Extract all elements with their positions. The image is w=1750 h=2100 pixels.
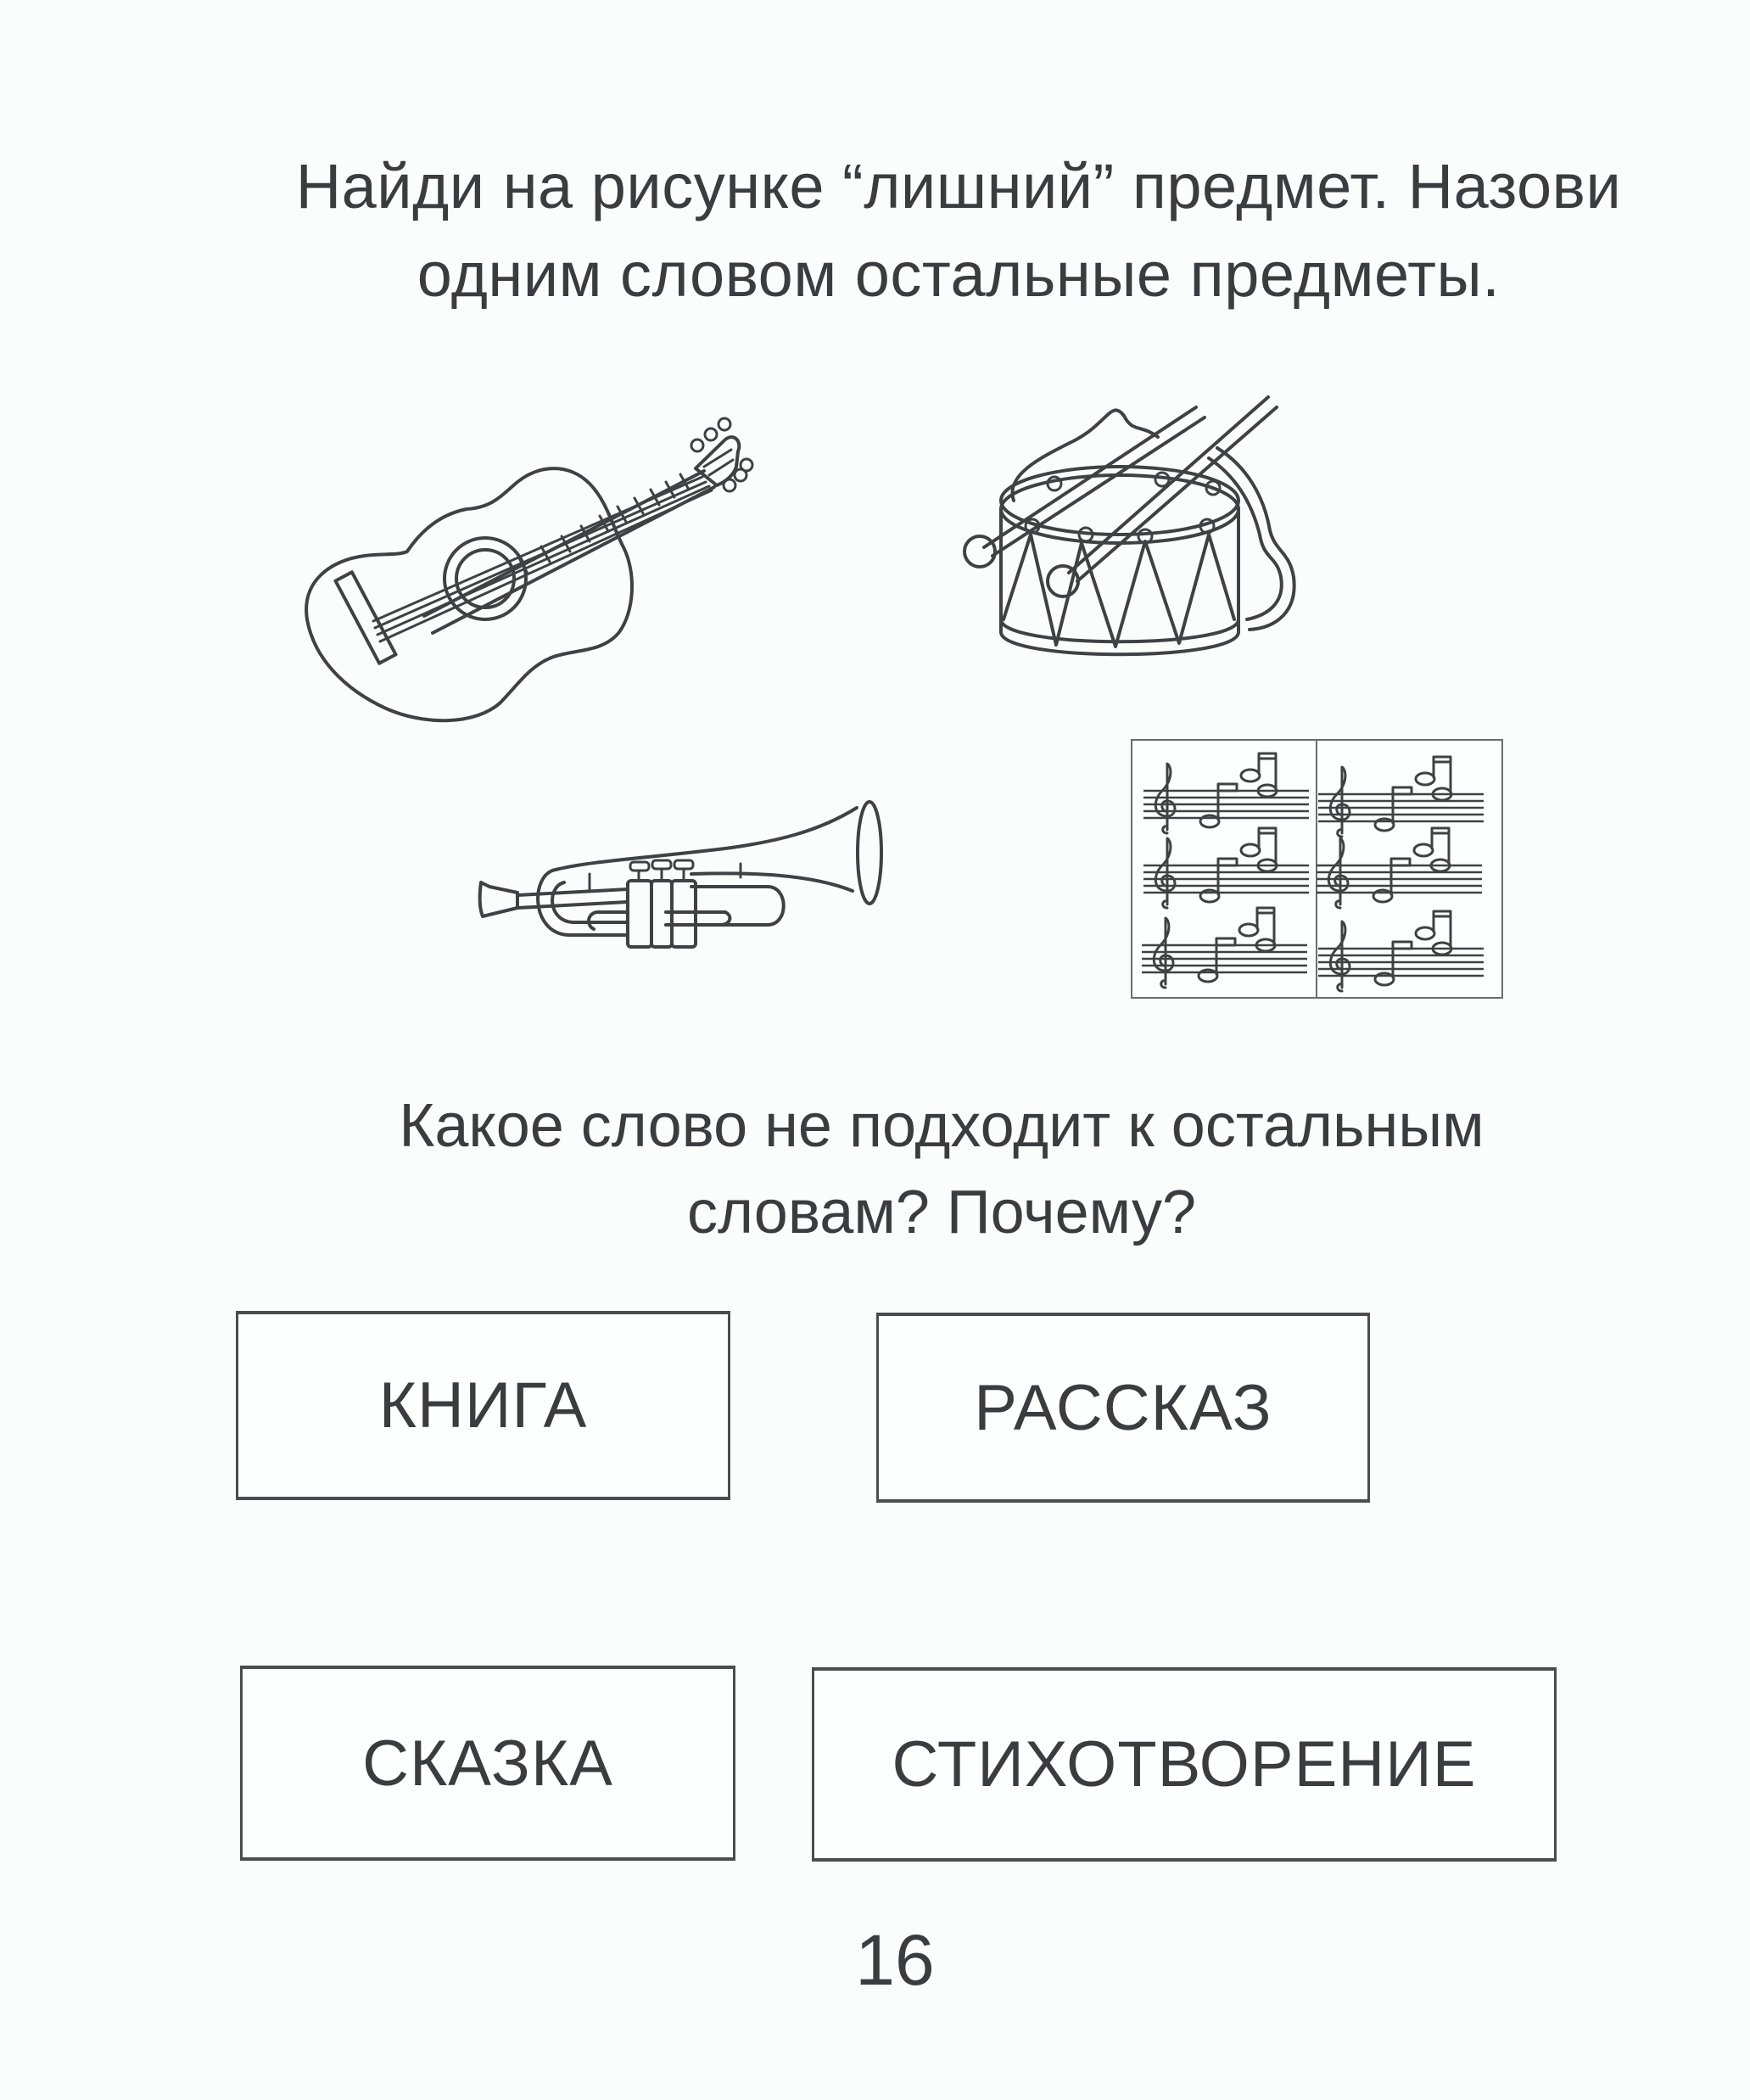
word-label: РАССКАЗ <box>974 1371 1272 1444</box>
word-label: СТИХОТВОРЕНИЕ <box>892 1728 1477 1800</box>
instruction-find-odd-item <box>170 143 1747 319</box>
word-label: СКАЗКА <box>362 1727 613 1800</box>
word-card-stikhotvorenie[interactable] <box>812 1667 1557 1862</box>
instruction-line-2: одним словом остальные предметы. <box>417 239 1501 310</box>
instruction-line-1: Какое слово не подходит к остальным <box>399 1092 1484 1160</box>
instruction-line-2: словам? Почему? <box>686 1179 1196 1246</box>
drum-icon <box>954 373 1302 679</box>
instruction-line-1: Найди на рисунке “лишний” предмет. Назови <box>295 151 1622 221</box>
instruction-odd-word <box>280 1083 1603 1256</box>
trumpet-icon <box>471 789 895 950</box>
word-card-kniga[interactable] <box>236 1311 730 1500</box>
word-label: КНИГА <box>378 1369 588 1442</box>
word-card-skazka[interactable] <box>240 1666 735 1861</box>
page-number: 16 <box>855 1920 935 2000</box>
sheet-music-icon <box>1128 736 1506 1001</box>
guitar-icon <box>297 390 746 721</box>
word-card-rasskaz[interactable] <box>876 1313 1370 1503</box>
